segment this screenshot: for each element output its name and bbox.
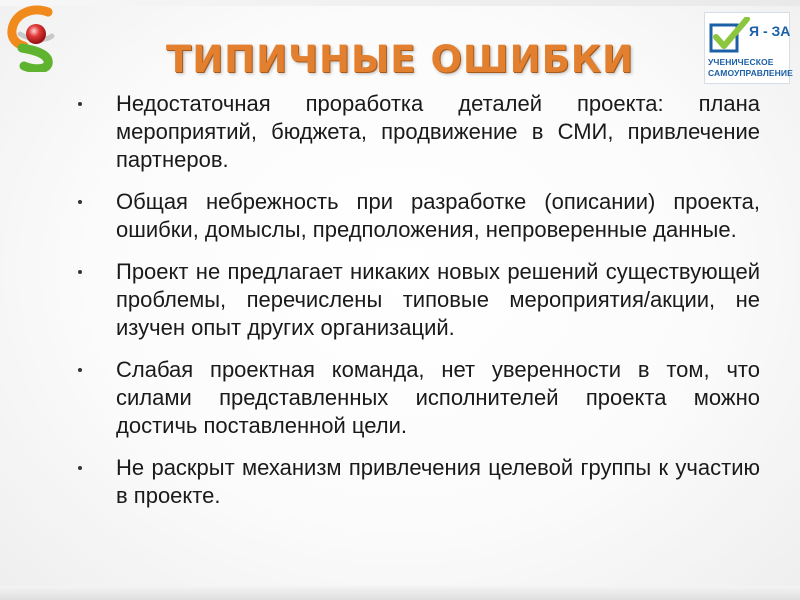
- bullet-list: [78, 90, 760, 524]
- top-band: [0, 0, 800, 6]
- bullet-text: Проект не предлагает никаких новых решений существующей проблемы, перечислены типовые мероприятия/акции, не изучен опыт других организаций.: [116, 259, 760, 340]
- logo-brand-text: Я - ЗА: [749, 23, 791, 39]
- list-item: [78, 258, 760, 342]
- bullet-text: Не раскрыт механизм привлечения целевой группы к участию в проекте.: [116, 455, 760, 508]
- bottom-band: [0, 586, 800, 600]
- bullet-icon: [78, 368, 82, 372]
- bullet-icon: [78, 200, 82, 204]
- bullet-icon: [78, 270, 82, 274]
- slide-title: ТИПИЧНЫЕ ОШИБКИ: [165, 38, 635, 81]
- bullet-text: Слабая проектная команда, нет уверенности в том, что силами представленных исполнителей проекта можно достичь поставленной цели.: [116, 357, 760, 438]
- list-item: [78, 90, 760, 174]
- bullet-text: Общая небрежность при разработке (описании) проекта, ошибки, домыслы, предположения, непроверенные данные.: [116, 189, 760, 242]
- bullet-icon: [78, 102, 82, 106]
- list-item: [78, 454, 760, 510]
- bullet-text: Недостаточная проработка деталей проекта: плана мероприятий, бюджета, продвижение в СМИ, привлечение партнеров.: [116, 91, 760, 172]
- logo-line-2: САМОУПРАВЛЕНИЕ: [708, 68, 793, 78]
- list-item: [78, 188, 760, 244]
- list-item: [78, 356, 760, 440]
- logo-line-1: УЧЕНИЧЕСКОЕ: [708, 57, 774, 67]
- bullet-icon: [78, 466, 82, 470]
